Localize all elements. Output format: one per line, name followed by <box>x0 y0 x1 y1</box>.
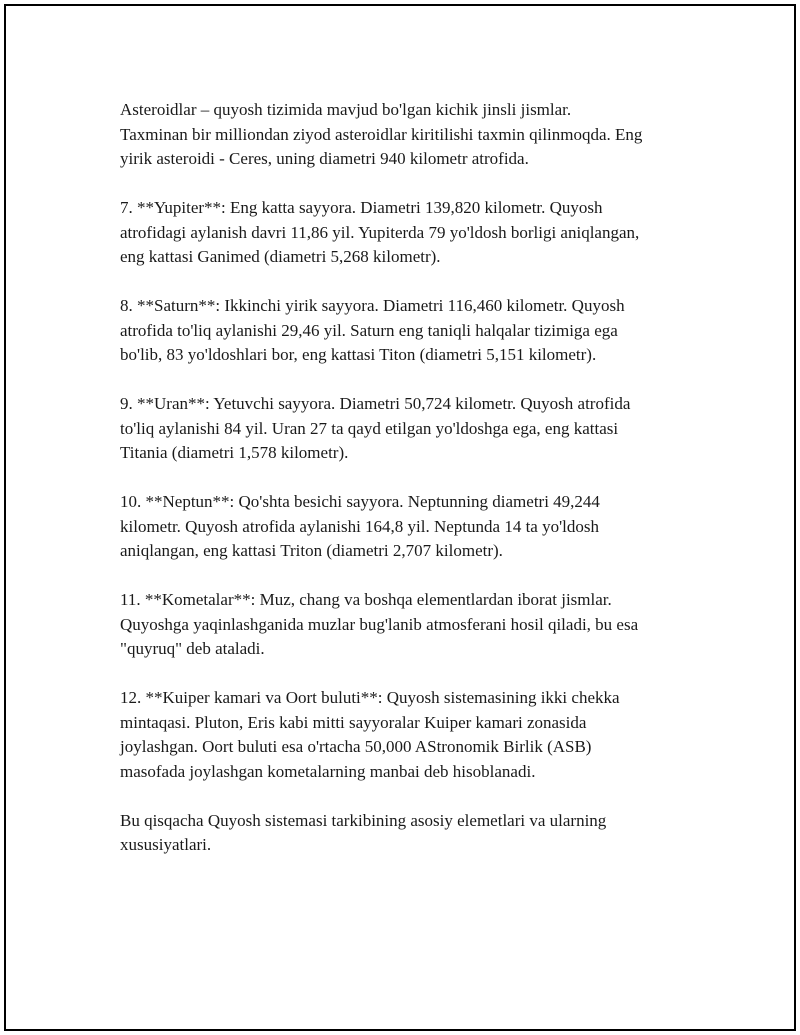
text-line: Asteroidlar – quyosh tizimida mavjud bo'lgan kichik jinsli jismlar. <box>120 100 572 119</box>
paragraph-saturn <box>120 294 710 368</box>
text-line: 7. **Yupiter**: Eng katta sayyora. Diametri 139,820 kilometr. Quyosh <box>120 198 603 217</box>
text-line: aniqlangan, eng kattasi Triton (diametri 2,707 kilometr). <box>120 541 503 560</box>
text-line: joylashgan. Oort buluti esa o'rtacha 50,000 AStronomik Birlik (ASB) <box>120 737 592 756</box>
text-line: 12. **Kuiper kamari va Oort buluti**: Quyosh sistemasining ikki chekka <box>120 688 620 707</box>
document-page <box>4 4 796 1031</box>
paragraph-uranus <box>120 392 710 466</box>
paragraph-kuiper-oort <box>120 686 710 784</box>
text-line: 11. **Kometalar**: Muz, chang va boshqa elementlardan iborat jismlar. <box>120 590 612 609</box>
text-line: to'liq aylanishi 84 yil. Uran 27 ta qayd etilgan yo'ldoshga ega, eng kattasi <box>120 418 619 438</box>
text-line: Titania (diametri 1,578 kilometr). <box>120 443 349 462</box>
text-line: atrofidagi aylanish davri 11,86 yil. Yupiterda 79 yo'ldosh borligi aniqlangan, <box>120 222 640 242</box>
text-line: Bu qisqacha Quyosh sistemasi tarkibining asosiy elemetlari va ularning <box>120 810 607 830</box>
document-body <box>120 98 710 882</box>
paragraph-comets <box>120 588 710 662</box>
text-line: eng kattasi Ganimed (diametri 5,268 kilometr). <box>120 247 441 266</box>
text-line: xususiyatlari. <box>120 835 212 854</box>
text-line: 10. **Neptun**: Qo'shta besichi sayyora. Neptunning diametri 49,244 <box>120 492 600 511</box>
paragraph-neptune <box>120 490 710 564</box>
text-line: atrofida to'liq aylanishi 29,46 yil. Saturn eng taniqli halqalar tizimiga ega <box>120 320 618 340</box>
paragraph-asteroids <box>120 98 710 172</box>
text-line: Quyoshga yaqinlashganida muzlar bug'lanib atmosferani hosil qiladi, bu esa <box>120 614 639 634</box>
text-line: yirik asteroidi - Ceres, uning diametri 940 kilometr atrofida. <box>120 149 529 168</box>
paragraph-jupiter <box>120 196 710 270</box>
text-line: bo'lib, 83 yo'ldoshlari bor, eng kattasi Titon (diametri 5,151 kilometr). <box>120 345 597 364</box>
paragraph-summary <box>120 809 710 858</box>
text-line: masofada joylashgan kometalarning manbai deb hisoblanadi. <box>120 761 536 781</box>
text-line: mintaqasi. Pluton, Eris kabi mitti sayyoralar Kuiper kamari zonasida <box>120 712 587 732</box>
text-line: "quyruq" deb ataladi. <box>120 639 265 658</box>
text-line: kilometr. Quyosh atrofida aylanishi 164,8 yil. Neptunda 14 ta yo'ldosh <box>120 516 599 536</box>
text-line: Taxminan bir milliondan ziyod asteroidlar kiritilishi taxmin qilinmoqda. Eng <box>120 124 643 144</box>
text-line: 8. **Saturn**: Ikkinchi yirik sayyora. Diametri 116,460 kilometr. Quyosh <box>120 296 625 315</box>
text-line: 9. **Uran**: Yetuvchi sayyora. Diametri 50,724 kilometr. Quyosh atrofida <box>120 394 631 413</box>
